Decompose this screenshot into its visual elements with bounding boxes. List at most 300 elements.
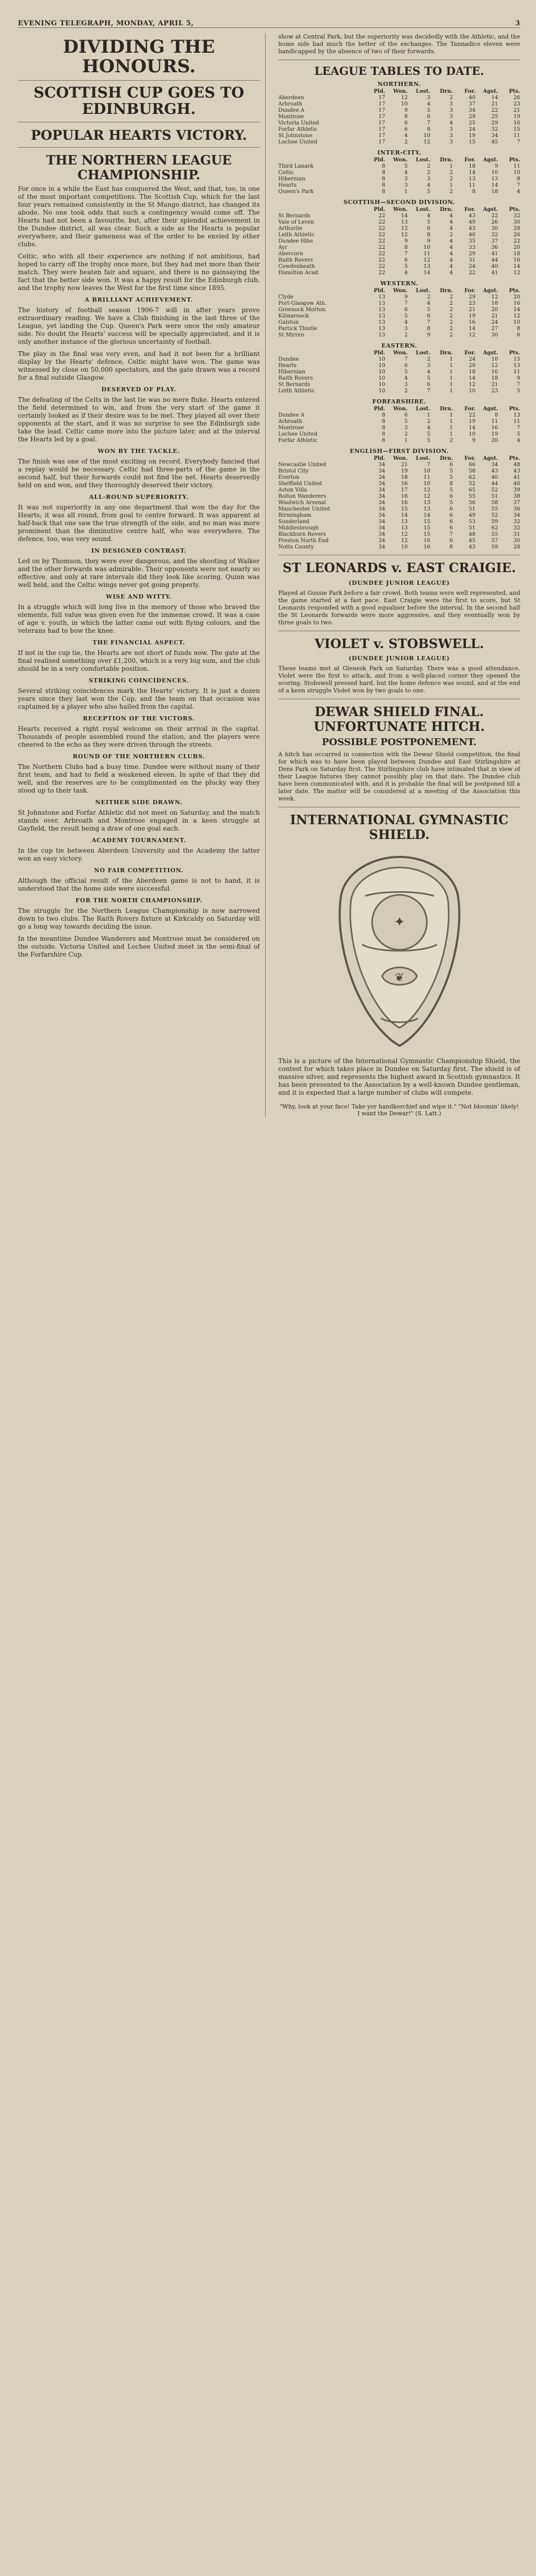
table-english-cell: 52: [491, 513, 498, 518]
table-western-cell: 2: [449, 294, 453, 300]
table-eastern-cell: 18: [491, 375, 498, 381]
table-western-cell: 12: [513, 313, 520, 319]
table-western-cell: 6: [427, 313, 431, 319]
table-english-row: [278, 525, 520, 532]
table-northern-cell: 24: [469, 127, 476, 132]
table-western-cell: Clyde: [278, 294, 294, 300]
table-forfarshire-cell: 13: [513, 412, 520, 418]
table-forfarshire-header: [278, 406, 520, 412]
table-forfarshire-cell: 19: [491, 431, 498, 437]
table-second_div-cell: 35: [469, 238, 476, 244]
table-northern-cell: Dundee A: [278, 108, 305, 113]
table-second_div-cell: 49: [469, 219, 476, 225]
table-second_div-cell: 30: [491, 226, 498, 231]
table-second_div-cell: 44: [491, 257, 498, 263]
table-english-cell: 16: [423, 538, 431, 544]
table-second_div-cell: 36: [491, 245, 498, 250]
table-intercity-cell: 4: [427, 182, 431, 188]
table-northern-cell: 11: [513, 133, 520, 139]
shield-illustration: [278, 850, 520, 1050]
table-english-row: [278, 475, 520, 481]
table-eastern-cell: 3: [427, 363, 431, 369]
table-english-header-cell: Lost.: [416, 456, 431, 461]
table-forfarshire-cell: Arbroath: [278, 419, 303, 424]
shield-caption: This is a picture of the International Gymnastic Championship Shield, the contest for which takes place in Dundee on Saturday first. The shield is of massive silver, and represents the highest award in Scottish gymnastics. It has been presented to the Association by a well-known Dundee gentleman, and it is expected that a large number of clubs will compete.: [278, 1057, 520, 1096]
table-western-cell: 29: [469, 294, 476, 300]
table-english-cell: 55: [491, 506, 498, 512]
table-second_div-cell: 37: [491, 238, 498, 244]
table-english-cell: 8: [449, 544, 453, 550]
table-second_div-cell: 9: [427, 238, 431, 244]
table-english-cell: 58: [469, 468, 476, 474]
table-second_div-cell: St Bernards: [278, 213, 310, 219]
table-western-cell: 13: [378, 313, 385, 319]
table-english-cell: 16: [401, 494, 408, 499]
table-western-cell: 9: [427, 332, 431, 338]
table-intercity-header-cell: Agst.: [483, 157, 498, 163]
table-eastern-cell: 1: [449, 356, 453, 362]
table-northern-cell: 19: [513, 114, 520, 120]
table-second_div-cell: 22: [378, 251, 385, 257]
table-western-cell: 13: [378, 301, 385, 306]
table-second_div-cell: 22: [378, 226, 385, 231]
table-english-row: [278, 494, 520, 500]
table-second_div-header-cell: Pts.: [509, 207, 520, 213]
table-eastern-header-cell: Won.: [393, 350, 408, 356]
table-english-cell: Manchester United: [278, 506, 330, 512]
subhead-deserved: DESERVED OF PLAY.: [101, 386, 177, 393]
table-second_div-cell: Arthurlie: [278, 226, 303, 231]
table-eastern-cell: 14: [469, 375, 476, 381]
table-forfarshire-cell: 22: [469, 412, 476, 418]
table-second_div-cell: 40: [469, 232, 476, 238]
table-northern-header-cell: Drn.: [440, 89, 453, 94]
table-eastern-cell: 4: [427, 369, 431, 375]
table-second_div-cell: 4: [404, 270, 408, 276]
table-second_div-cell: 28: [513, 226, 520, 231]
table-forfarshire-cell: 8: [382, 431, 385, 437]
table-eastern-cell: 7: [516, 382, 520, 388]
table-western-cell: Galston: [278, 320, 299, 325]
table-eastern-cell: 6: [404, 363, 408, 369]
table-second_div-cell: Hamilton Acad.: [278, 270, 320, 276]
table-english-cell: 5: [449, 475, 453, 480]
table-english-cell: Preston North End: [278, 538, 329, 544]
table-intercity-cell: Celtic: [278, 170, 294, 176]
svg-text:✦: ✦: [393, 914, 405, 930]
table-eastern-row: [278, 375, 520, 382]
table-english-cell: 34: [378, 475, 385, 480]
table-northern-row: [278, 127, 520, 133]
table-eastern-cell: 12: [491, 363, 498, 369]
table-forfarshire-cell: 20: [491, 438, 498, 443]
table-western-cell: Greenock Morton: [278, 307, 326, 313]
table-northern-header-cell: For.: [464, 89, 476, 94]
table-second_div-cell: 14: [401, 213, 408, 219]
subhead-financial: THE FINANCIAL ASPECT.: [92, 639, 186, 647]
table-english-cell: 5: [449, 468, 453, 474]
table-english-cell: 65: [469, 487, 476, 493]
table-second_div-cell: 14: [513, 264, 520, 269]
table-english-header-cell: Pld.: [374, 456, 385, 461]
table-english-cell: 43: [469, 544, 476, 550]
table-western-cell: 4: [427, 301, 431, 306]
table-english-cell: 13: [423, 500, 431, 506]
table-western-row: [278, 332, 520, 339]
table-northern-cell: 4: [427, 101, 431, 107]
table-intercity-cell: 18: [491, 189, 498, 195]
subheadline-1: SCOTTISH CUP GOES TO EDINBURGH.: [33, 84, 245, 118]
table-eastern-cell: 15: [513, 356, 520, 362]
table-second_div-cell: 22: [378, 232, 385, 238]
table-intercity-cell: 7: [516, 182, 520, 188]
table-english-cell: 6: [449, 513, 453, 518]
table-western-header-cell: Pts.: [509, 288, 520, 294]
table-eastern-cell: 13: [513, 363, 520, 369]
table-western-cell: 5: [427, 307, 431, 313]
table-english-cell: 12: [423, 487, 431, 493]
table-eastern-row: [278, 356, 520, 363]
table-second_div-cell: 4: [449, 270, 453, 276]
table-intercity-cell: 5: [404, 163, 408, 169]
table-english-cell: 6: [449, 525, 453, 531]
table-northern-header-cell: Pts.: [509, 89, 520, 94]
table-eastern-cell: Hibernian: [278, 369, 306, 375]
table-western-cell: 18: [491, 301, 498, 306]
table-english-row: [278, 506, 520, 513]
table-eastern-title: EASTERN.: [381, 342, 417, 349]
table-english-row: [278, 513, 520, 519]
table-eastern-header-cell: Lost.: [416, 350, 431, 356]
table-eastern-cell: 23: [491, 388, 498, 394]
table-northern-cell: 3: [449, 139, 453, 145]
article-paragraph-18: In the meantime Dundee Wanderers and Montrose must be considered on the outside. Victoria United and Lochee United meet in the semi-final of the Forfarshire Cup.: [18, 935, 260, 959]
table-second_div-cell: Cowdenbeath: [278, 264, 315, 269]
table-intercity-cell: 8: [382, 182, 385, 188]
table-second_div-cell: 41: [491, 270, 498, 276]
table-northern-cell: St Johnstone: [278, 133, 313, 139]
table-intercity-cell: 8: [382, 163, 385, 169]
gym-head: INTERNATIONAL GYMNASTIC SHIELD.: [290, 812, 509, 842]
table-english-cell: 34: [491, 462, 498, 468]
table-northern-cell: 32: [491, 127, 498, 132]
table-western-header-cell: Drn.: [440, 288, 453, 294]
table-eastern-cell: 5: [427, 375, 431, 381]
table-english-row: [278, 481, 520, 487]
table-second_div-cell: 12: [401, 232, 408, 238]
table-forfarshire: [278, 398, 520, 444]
table-eastern-cell: 2: [427, 356, 431, 362]
subhead-northern: ROUND OF THE NORTHERN CLUBS.: [73, 753, 205, 760]
table-english-cell: 10: [423, 468, 431, 474]
table-second_div-row: [278, 213, 520, 219]
table-forfarshire-header-cell: Drn.: [440, 406, 453, 412]
article-paragraph-6: The finish was one of the most exciting on record. Everybody fancied that a replay would be necessary. Celtic had three-parts of the game in the second half, but their forwards could not find the net. Hearts deservedly held on and won, and they thoroughly deserved their victory.: [18, 458, 260, 489]
table-forfarshire-cell: 3: [404, 425, 408, 431]
table-second_div-cell: 8: [427, 232, 431, 238]
table-second_div-cell: 40: [491, 264, 498, 269]
table-northern-cell: 6: [427, 114, 431, 120]
table-english-cell: 57: [491, 538, 498, 544]
table-northern-cell: 29: [469, 114, 476, 120]
table-forfarshire-cell: 2: [427, 419, 431, 424]
table-english-cell: 14: [423, 513, 431, 518]
table-english-cell: 18: [401, 475, 408, 480]
table-intercity-cell: 14: [491, 182, 498, 188]
table-eastern-cell: 5: [516, 388, 520, 394]
table-english-cell: Sunderland: [278, 519, 309, 525]
table-second_div-cell: 31: [469, 257, 476, 263]
article-paragraph-7: It was not superiority in any one department that won the day for the Hearts; it was all round, from goal to centre forward. It was apparent at half-back that one saw the true strength of the side, and no man was more prominent than the diminutive centre half, who was everywhere. The defence, too, was very sound.: [18, 504, 260, 543]
table-second_div-header-cell: [278, 207, 363, 213]
table-forfarshire-cell: 5: [404, 419, 408, 424]
table-northern-cell: 7: [516, 139, 520, 145]
table-forfarshire-cell: 8: [382, 438, 385, 443]
table-northern-cell: 19: [469, 133, 476, 139]
table-western-cell: 8: [427, 326, 431, 332]
table-second_div: [278, 199, 520, 276]
table-western-cell: 23: [469, 301, 476, 306]
table-northern-cell: 17: [378, 133, 385, 139]
table-intercity-cell: 8: [382, 176, 385, 182]
table-intercity-cell: 8: [382, 189, 385, 195]
table-eastern-cell: 1: [449, 388, 453, 394]
article-paragraph-14: St Johnstone and Forfar Athletic did not meet on Saturday, and the match stands over. Arbroath and Montrose engaged in a keen struggle at Gayfield, the result being a draw of one goal each.: [18, 809, 260, 833]
table-forfarshire-cell: 8: [382, 412, 385, 418]
table-forfarshire-cell: 1: [427, 412, 431, 418]
table-western-row: [278, 313, 520, 320]
table-second_div-cell: 33: [469, 245, 476, 250]
table-northern-row: [278, 139, 520, 146]
subheadline-2: POPULAR HEARTS VICTORY.: [31, 128, 247, 143]
right-column: [277, 33, 520, 1117]
table-northern: [278, 81, 520, 146]
table-english-cell: Middlesbrough: [278, 525, 319, 531]
table-eastern-cell: 3: [404, 382, 408, 388]
table-western-cell: St Mirren: [278, 332, 305, 338]
table-northern-cell: 17: [378, 95, 385, 101]
table-english-cell: 62: [469, 475, 476, 480]
table-eastern-header: [278, 350, 520, 356]
table-western-cell: 12: [491, 294, 498, 300]
table-eastern-cell: 10: [378, 375, 385, 381]
table-intercity-header-cell: Pts.: [509, 157, 520, 163]
table-intercity-cell: 2: [427, 163, 431, 169]
table-eastern-cell: 11: [513, 369, 520, 375]
table-english-cell: 39: [513, 487, 520, 493]
subhead-honour: NO FAIR COMPETITION.: [94, 867, 184, 874]
table-forfarshire-header-cell: Pts.: [509, 406, 520, 412]
columns: [18, 33, 520, 1117]
right-intro: show at Central Park, but the superiority was decidedly with the Athletic, and the home side had much the better of the exchanges. The Tannadice eleven were handicapped by the absence of two of their forwards.: [278, 33, 520, 55]
subhead-reception: RECEPTION OF THE VICTORS.: [83, 715, 195, 722]
table-western-cell: 14: [513, 307, 520, 313]
article-paragraph-8: Led on by Thomson, they were ever dangerous, and the shooting of Walker and the other forwards was admirable. Their opponents were not nearly so effective, and only at rare intervals did they look like scoring. Quinn was well held, and the Celtic wings never got going properly.: [18, 557, 260, 589]
table-forfarshire-cell: 1: [449, 431, 453, 437]
table-english-cell: 12: [401, 538, 408, 544]
table-english-cell: 44: [491, 481, 498, 487]
table-western-cell: 6: [404, 307, 408, 313]
table-intercity-cell: 14: [469, 170, 476, 176]
table-northern-cell: 10: [423, 133, 431, 139]
table-eastern-cell: 10: [378, 363, 385, 369]
table-eastern-row: [278, 369, 520, 375]
table-english-cell: 12: [423, 494, 431, 499]
table-english-cell: 32: [513, 525, 520, 531]
table-northern-cell: 3: [449, 108, 453, 113]
table-eastern-header-cell: Pld.: [374, 350, 385, 356]
table-intercity-row: [278, 182, 520, 189]
subhead-analysis: ALL-ROUND SUPERIORITY.: [89, 494, 189, 501]
table-english-cell: 43: [491, 468, 498, 474]
table-english-cell: 15: [423, 525, 431, 531]
table-english-row: [278, 500, 520, 506]
table-forfarshire-cell: 5: [516, 431, 520, 437]
table-english-header-cell: Agst.: [483, 456, 498, 461]
table-english-cell: 16: [423, 544, 431, 550]
table-northern-cell: Arbroath: [278, 101, 303, 107]
table-northern-cell: 8: [404, 114, 408, 120]
table-forfarshire-cell: 5: [427, 438, 431, 443]
table-western-header-cell: For.: [464, 288, 476, 294]
st-leonards-head: ST LEONARDS v. EAST CRAIGIE.: [282, 560, 516, 575]
table-northern-cell: 23: [513, 101, 520, 107]
table-english-row: [278, 538, 520, 544]
table-forfarshire-cell: 1: [404, 438, 408, 443]
table-western-header-cell: [278, 288, 363, 294]
table-western-cell: 27: [491, 326, 498, 332]
table-forfarshire-row: [278, 438, 520, 444]
table-second_div-cell: 41: [491, 251, 498, 257]
table-english-cell: 21: [401, 462, 408, 468]
article-paragraph-2: Celtic, who with all their experience are nothing if not ambitious, had hoped to carry off the trophy once more, but they had met more than their match. They were beaten fair and square, and there is no gainsaying the fact that the better side won. It was a happy result for the Edinburgh club, and the trophy now leaves the West for the first time since 1895.: [18, 253, 260, 292]
table-english-cell: 5: [449, 500, 453, 506]
table-western-cell: 6: [516, 332, 520, 338]
violet-head: VIOLET v. STOBSWELL.: [314, 635, 484, 651]
table-forfarshire-cell: 11: [491, 419, 498, 424]
table-second_div-title: SCOTTISH—SECOND DIVISION.: [343, 199, 455, 206]
table-english-cell: 16: [401, 481, 408, 487]
table-english-cell: 6: [449, 462, 453, 468]
table-eastern-cell: St Bernards: [278, 382, 310, 388]
table-forfarshire-cell: Lochee United: [278, 431, 318, 437]
table-second_div-cell: 6: [404, 257, 408, 263]
table-second_div-cell: 30: [513, 219, 520, 225]
table-intercity-cell: 8: [516, 176, 520, 182]
table-second_div-cell: 12: [423, 257, 431, 263]
table-english-cell: 6: [449, 538, 453, 544]
table-forfarshire-cell: 19: [469, 419, 476, 424]
table-northern-cell: 9: [404, 108, 408, 113]
table-intercity-cell: 13: [469, 176, 476, 182]
table-second_div-cell: 4: [449, 245, 453, 250]
svg-text:❦: ❦: [394, 971, 404, 985]
table-western-cell: Port-Glasgow Ath.: [278, 301, 327, 306]
table-second_div-cell: Raith Rovers: [278, 257, 313, 263]
table-english-cell: Sheffield United: [278, 481, 322, 487]
table-english-cell: 52: [491, 487, 498, 493]
table-eastern-cell: 16: [491, 369, 498, 375]
table-eastern-header-cell: For.: [464, 350, 476, 356]
table-forfarshire-cell: 8: [382, 425, 385, 431]
table-second_div-cell: 13: [401, 219, 408, 225]
article-paragraph-10: If not in the cup tie, the Hearts are not short of funds now. The gate at the final realised something over £1,200, which is a very big sum, and the club should be in a very comfortable position.: [18, 649, 260, 673]
table-eastern-cell: 1: [449, 369, 453, 375]
table-intercity-cell: 13: [491, 176, 498, 182]
table-northern-cell: 2: [449, 95, 453, 101]
table-second_div-header-cell: Lost.: [416, 207, 431, 213]
table-northern-cell: 14: [491, 95, 498, 101]
table-second_div-row: [278, 264, 520, 270]
subhead-northern-champ: FOR THE NORTH CHAMPIONSHIP.: [75, 897, 202, 904]
table-second_div-cell: 9: [404, 238, 408, 244]
table-second_div-header-cell: Drn.: [440, 207, 453, 213]
table-english-cell: 45: [469, 538, 476, 544]
table-second_div-cell: 29: [469, 251, 476, 257]
table-eastern-cell: 12: [469, 382, 476, 388]
table-eastern-cell: 1: [449, 382, 453, 388]
table-forfarshire-cell: 4: [427, 425, 431, 431]
table-western-cell: 4: [404, 320, 408, 325]
table-western-cell: 14: [469, 326, 476, 332]
table-western-header: [278, 288, 520, 294]
subhead-won: WON BY THE TACKLE.: [98, 448, 180, 455]
article-paragraph-4: The play in the final was very even, and had it not been for a brilliant display by the Hearts' defence, Celtic might have won. The game was witnessed by close on 50,000 spectators, and the gate drawn was a record for a final outside Glasgow.: [18, 350, 260, 382]
table-intercity-cell: 3: [404, 182, 408, 188]
table-intercity-cell: 2: [449, 176, 453, 182]
table-western-cell: Partick Thistle: [278, 326, 317, 332]
st-leonards-sub: (DUNDEE JUNIOR LEAGUE): [348, 579, 450, 586]
table-western-cell: Kilmarnock: [278, 313, 309, 319]
table-english-cell: 43: [513, 468, 520, 474]
table-forfarshire-cell: 8: [382, 419, 385, 424]
table-english-row: [278, 487, 520, 494]
table-english-row: [278, 532, 520, 538]
table-intercity-header: [278, 157, 520, 163]
table-northern-cell: 17: [378, 101, 385, 107]
table-northern-cell: 12: [401, 95, 408, 101]
table-second_div-cell: 4: [427, 213, 431, 219]
table-second_div-cell: 22: [491, 213, 498, 219]
table-english-header-cell: Drn.: [440, 456, 453, 461]
table-second_div-cell: Abercorn: [278, 251, 304, 257]
table-eastern-cell: 21: [491, 382, 498, 388]
table-second_div-cell: 22: [378, 257, 385, 263]
table-second_div-cell: 18: [513, 251, 520, 257]
table-second_div-cell: 32: [491, 232, 498, 238]
table-second_div-cell: 22: [378, 213, 385, 219]
table-northern-header-cell: Lost.: [416, 89, 431, 94]
table-western: [278, 280, 520, 339]
table-northern-cell: 16: [513, 120, 520, 126]
table-northern-cell: 25: [491, 114, 498, 120]
table-second_div-row: [278, 257, 520, 264]
table-intercity-row: [278, 170, 520, 176]
table-northern-cell: 15: [469, 139, 476, 145]
table-northern-cell: 29: [491, 120, 498, 126]
table-second_div-header-cell: Won.: [393, 207, 408, 213]
dewar-text: A hitch has occurred in connection with the Dewar Shield competition, the final for which was to have been played between Dundee and East Stirlingshire at Dens Park on Saturday first. The Stirlingshire club have intimated that in view of their League fixtures they cannot possibly play on that date. The Dundee club have been communicated with, and it is probable the final will be postponed till a later date. The matter will be considered at a meeting of the Association this week.: [278, 751, 520, 803]
table-english-cell: 32: [513, 519, 520, 525]
table-intercity-cell: 11: [513, 163, 520, 169]
table-northern-cell: 34: [469, 108, 476, 113]
table-intercity-row: [278, 176, 520, 182]
table-western-cell: 3: [404, 326, 408, 332]
table-english-header-cell: For.: [464, 456, 476, 461]
table-northern-cell: 21: [491, 101, 498, 107]
table-english-cell: 15: [423, 519, 431, 525]
table-english-cell: 7: [427, 462, 431, 468]
